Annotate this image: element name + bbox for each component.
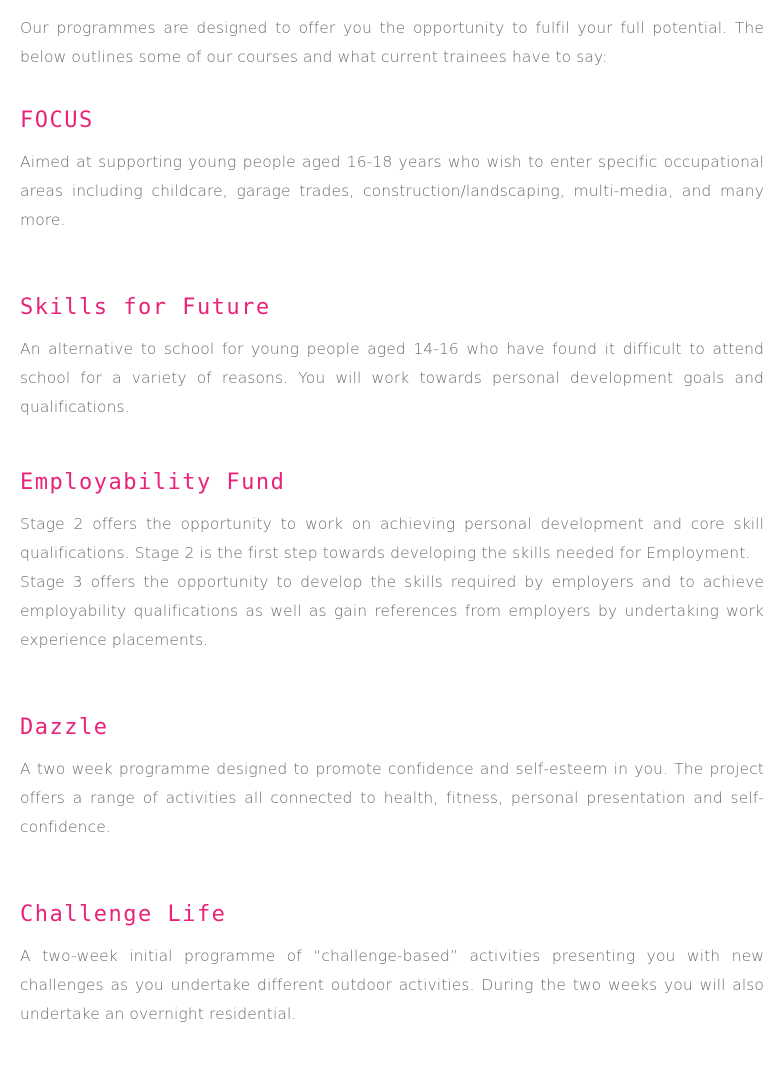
section-heading-challenge-life: Challenge Life bbox=[20, 902, 227, 927]
section-employability-fund bbox=[20, 468, 764, 655]
section-challenge-life bbox=[20, 900, 764, 1029]
section-heading-skills-for-future: Skills for Future bbox=[20, 295, 271, 320]
section-focus bbox=[20, 106, 764, 235]
section-text-employability-stage-3: Stage 3 offers the opportunity to develop the skills required by employers and to achieve employability qualifications as well as gain references from employers by undertaking work experience placements. bbox=[20, 573, 764, 649]
section-heading-employability-fund: Employability Fund bbox=[20, 470, 286, 495]
section-dazzle bbox=[20, 713, 764, 842]
section-text-employability-stage-2: Stage 2 offers the opportunity to work on achieving personal development and core skill qualifications. Stage 2 is the first step towards developing the skills needed for Employment. bbox=[20, 515, 764, 562]
section-text-dazzle: A two week programme designed to promote confidence and self-esteem in you. The project offers a range of activities all connected to health, fitness, personal presentation and self-confidence. bbox=[20, 760, 764, 836]
section-skills-for-future bbox=[20, 293, 764, 422]
section-text-focus: Aimed at supporting young people aged 16-18 years who wish to enter specific occupational areas including childcare, garage trades, construction/landscaping, multi-media, and many more. bbox=[20, 153, 764, 229]
section-text-skills-for-future: An alternative to school for young people aged 14-16 who have found it difficult to attend school for a variety of reasons. You will work towards personal development goals and qualifications. bbox=[20, 340, 764, 416]
section-heading-dazzle: Dazzle bbox=[20, 715, 109, 740]
section-heading-focus: FOCUS bbox=[20, 108, 94, 133]
section-text-challenge-life: A two-week initial programme of “challenge-based” activities presenting you with new challenges as you undertake different outdoor activities. During the two weeks you will also undertake an overnight residential. bbox=[20, 947, 764, 1023]
intro-text: Our programmes are designed to offer you the opportunity to fulfil your full potential. The below outlines some of our courses and what current trainees have to say: bbox=[20, 19, 764, 66]
